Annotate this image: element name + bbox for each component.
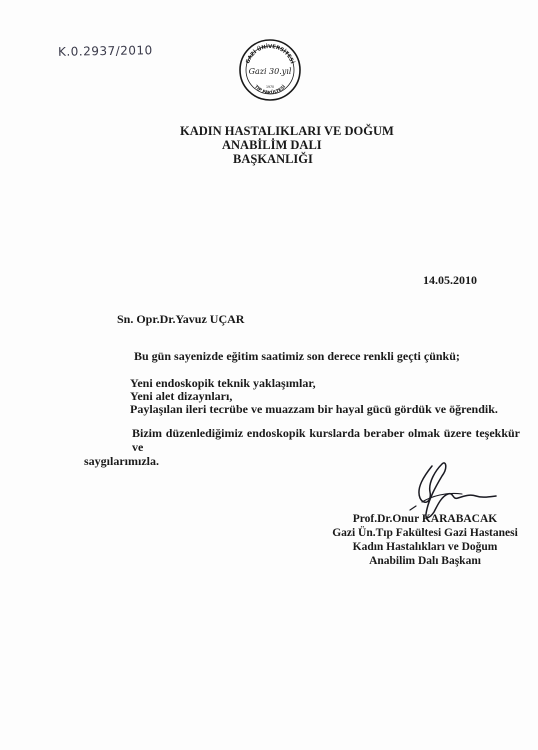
letter-date: 14.05.2010 [423,273,477,287]
signer-title: Anabilim Dalı Başkanı [369,555,481,567]
department-header [180,124,394,166]
department-name: KADIN HASTALIKLARI VE DOĞUM [180,124,394,138]
opening-sentence: Bu gün sayenizde eğitim saatimiz son derece renkli geçti çünkü; [134,349,460,363]
seal-center-text: Gazi 30.yıl [248,67,292,76]
signer-block [330,512,520,568]
salutation: Sn. Opr.Dr.Yavuz UÇAR [117,312,245,326]
department-office: BAŞKANLIĞI [233,152,313,166]
signer-institution: Gazi Ün.Tıp Fakültesi Gazi Hastanesi [332,527,518,539]
reference-number: K.0.2937/2010 [57,43,153,59]
closing-line: saygılarımızla. [84,454,159,468]
seal-bottom-text: TIP FAKÜLTESİ [253,84,287,97]
department-subunit: ANABİLİM DALI [222,138,322,152]
list-item: Yeni alet dizaynları, [130,389,233,403]
seal-year: 1970 [265,85,275,89]
university-seal [238,38,302,102]
closing-line: Bizim düzenlediğimiz endoskopik kurslarda beraber olmak üzere teşekkür ve [132,426,520,454]
seal-arc-text: GAZİ ÜNİVERSİTESİ [245,43,295,65]
observation-list [130,377,498,416]
signer-name: Prof.Dr.Onur KARABACAK [352,513,498,525]
list-item: Paylaşılan ileri tecrübe ve muazzam bir hayal gücü gördük ve öğrendik. [130,402,498,416]
list-item: Yeni endoskopik teknik yaklaşımlar, [130,376,316,390]
signer-department: Kadın Hastalıkları ve Doğum [352,541,498,553]
